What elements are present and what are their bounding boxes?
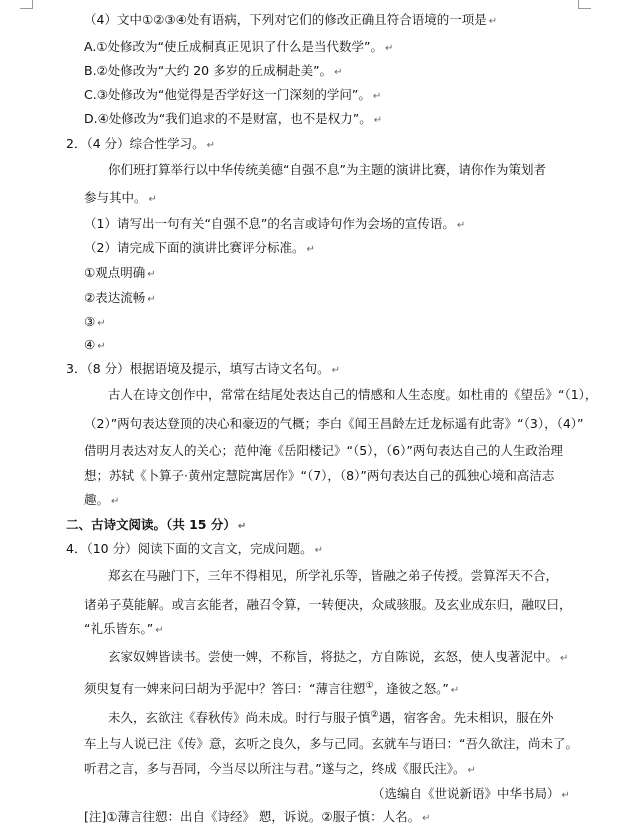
q3-title: 3．（8 分）根据语境及提示，填写古诗文名句。 ↵ <box>66 361 341 376</box>
note-mark-2: ② <box>370 710 379 720</box>
q2-criterion-2: ②表达流畅 ↵ <box>84 290 156 305</box>
q3-line-5: 趣。 ↵ <box>84 492 120 507</box>
q4-option-d-text: D.④处修改为“我们追求的不是财富，也不是权力”。 <box>84 111 372 126</box>
q4-option-b: B.②处修改为“大约 20 多岁的丘成桐赴美”。 ↵ <box>84 63 343 78</box>
passage-line-6a-text: 未久，玄欲注《春秋传》尚未成。时行与服子慎 <box>108 710 371 726</box>
q3-line-1 <box>108 387 597 403</box>
passage-source: （选编自《世说新语》中华书局） ↵ <box>372 786 570 801</box>
passage-line-7 <box>84 736 578 752</box>
passage-line-1 <box>108 568 558 584</box>
passage-line-4: 玄家奴婢皆读书。尝使一婢，不称旨，将挞之，方自陈说，玄怒，使人曳著泥中。 ↵ <box>108 649 569 664</box>
q4-option-c: C.③处修改为“他觉得是否学好这一门深刻的学问”。 ↵ <box>84 87 382 102</box>
section-2-title-text: 二、古诗文阅读。（共 15 分） <box>66 517 236 532</box>
q2-sub-1-text: （1）请写出一句有关“自强不息”的名言或诗句作为会场的宣传语。 <box>84 216 455 231</box>
q2-sub-1: （1）请写出一句有关“自强不息”的名言或诗句作为会场的宣传语。 ↵ <box>84 216 466 231</box>
q4-option-a: A.①处修改为“使丘成桐真正见识了什么是当代数学”。 ↵ <box>84 39 394 54</box>
q4-stem: （4）文中①②③④处有语病，下列对它们的修改正确且符合语境的一项是 ↵ <box>84 12 498 27</box>
passage-line-3-text: “礼乐皆东。” <box>84 621 154 636</box>
q2-criterion-2-text: ②表达流畅 <box>84 290 146 305</box>
crop-mark-top-right <box>578 0 591 9</box>
q2-criterion-4: ④ ↵ <box>84 337 106 352</box>
passage-line-5b-text: ，逢彼之怒。” <box>373 681 449 697</box>
q3-line-1-text: 古人在诗文创作中，常常在结尾处表达自己的情感和人生态度。如杜甫的《望岳》“（1）， <box>108 387 598 402</box>
q3-line-4 <box>84 468 554 484</box>
q2-criterion-3-text: ③ <box>84 314 96 329</box>
q2-sub-2: （2）请完成下面的演讲比赛评分标准。 ↵ <box>84 240 315 255</box>
q3-line-3-text: 借明月表达对友人的关心；范仲淹《岳阳楼记》“（5），（6）”两句表达自己的人生政治理 <box>84 443 563 458</box>
q4-stem-text: （4）文中①②③④处有语病，下列对它们的修改正确且符合语境的一项是 <box>84 12 487 27</box>
passage-line-7-text: 车上与人说已注《传》意，玄听之良久，多与己同。玄就车与语曰：“吾久欲注，尚未了。 <box>84 736 578 751</box>
q3-line-5-text: 趣。 <box>84 492 110 507</box>
q3-line-3 <box>84 443 563 459</box>
q2-criterion-1: ①观点明确 ↵ <box>84 265 156 280</box>
passage-line-1-text: 郑玄在马融门下，三年不得相见，所学礼乐等，皆融之弟子传授。尝算浑天不合， <box>108 568 559 583</box>
passage-line-8: 听君之言，多与吾同，今当尽以所注与君。”遂与之，终成《服氏注》。 ↵ <box>84 761 476 776</box>
passage-line-5: 须臾复有一婢来问曰胡为乎泥中？答曰：“薄言往愬①，逢彼之怒。” ↵ <box>84 681 460 697</box>
passage-line-6b-text: 遇，宿客舍。先未相识，服在外 <box>378 710 554 726</box>
q2-criterion-3: ③ ↵ <box>84 314 106 329</box>
passage-line-6 <box>108 707 554 726</box>
passage-line-8-text: 听君之言，多与吾同，今当尽以所注与君。”遂与之，终成《服氏注》。 <box>84 761 466 776</box>
q2-title: 2．（4 分）综合性学习。 ↵ <box>66 136 216 151</box>
q4-reading-title: 4．（10 分）阅读下面的文言文，完成问题。 ↵ <box>66 541 323 556</box>
q3-title-text: 3．（8 分）根据语境及提示，填写古诗文名句。 <box>66 361 330 376</box>
q3-line-4-text: 想；苏轼《卜算子·黄州定慧院寓居作》“（7），（8）”两句表达自己的孤独心境和高洁志 <box>84 468 555 483</box>
q2-intro-2-text: 参与其中。 <box>84 190 147 205</box>
q2-intro-1 <box>108 162 546 178</box>
q4-option-c-text: C.③处修改为“他觉得是否学好这一门深刻的学问”。 <box>84 87 371 102</box>
passage-line-3: “礼乐皆东。” ↵ <box>84 621 164 636</box>
q2-criterion-4-text: ④ <box>84 337 96 352</box>
q4-option-d: D.④处修改为“我们追求的不是财富，也不是权力”。 ↵ <box>84 111 383 126</box>
q2-intro-2: 参与其中。 ↵ <box>84 190 157 205</box>
q2-title-text: 2．（4 分）综合性学习。 <box>66 136 205 151</box>
section-2-title: 二、古诗文阅读。（共 15 分） ↵ <box>66 517 247 532</box>
q4-option-a-text: A.①处修改为“使丘成桐真正见识了什么是当代数学”。 <box>84 39 383 54</box>
q4-reading-title-text: 4．（10 分）阅读下面的文言文，完成问题。 <box>66 541 313 556</box>
q3-line-2 <box>84 416 584 432</box>
q3-line-2-text: （2）”两句表达登顶的决心和豪迈的气概；李白《闻王昌龄左迁龙标遥有此寄》“（3），（4）” <box>84 416 584 431</box>
passage-line-5a-text: 须臾复有一婢来问曰胡为乎泥中？答曰：“薄言往愬 <box>84 681 366 697</box>
q2-intro-1-text: 你们班打算举行以中华传统美德“自强不息”为主题的演讲比赛，请你作为策划者 <box>108 162 546 177</box>
note-mark-1: ① <box>365 681 374 691</box>
crop-mark-top-left <box>20 0 33 9</box>
passage-notes-text: [注]①薄言往愬：出自《诗经》 愬，诉说。②服子慎：人名。 <box>84 809 421 824</box>
passage-notes: [注]①薄言往愬：出自《诗经》 愬，诉说。②服子慎：人名。 ↵ <box>84 809 431 824</box>
passage-line-2-text: 诸弟子莫能解。或言玄能者，融召令算，一转便决，众咸骇服。及玄业成东归，融叹曰， <box>84 597 572 612</box>
passage-line-2 <box>84 597 572 613</box>
passage-source-text: （选编自《世说新语》中华书局） <box>372 786 560 801</box>
passage-line-4-text: 玄家奴婢皆读书。尝使一婢，不称旨，将挞之，方自陈说，玄怒，使人曳著泥中。 <box>108 649 559 664</box>
q2-sub-2-text: （2）请完成下面的演讲比赛评分标准。 <box>84 240 305 255</box>
q4-option-b-text: B.②处修改为“大约 20 多岁的丘成桐赴美”。 <box>84 63 333 78</box>
q2-criterion-1-text: ①观点明确 <box>84 265 146 280</box>
